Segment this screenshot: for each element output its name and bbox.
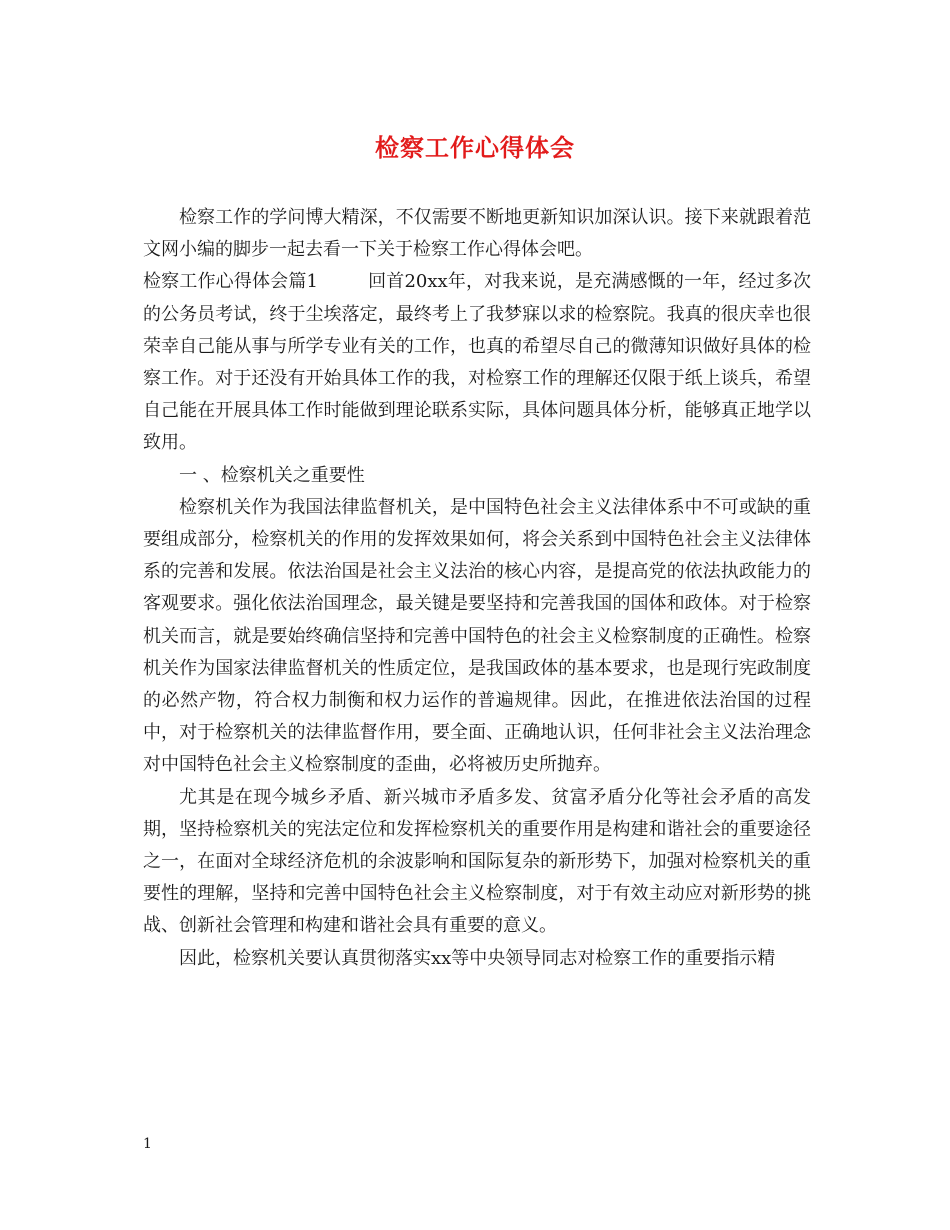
article-first-paragraph: [143, 266, 811, 459]
document-title: 检察工作心得体会: [375, 133, 575, 162]
section-heading: 一 、检察机关之重要性: [179, 464, 365, 486]
body-paragraph-1: 检察机关作为我国法律监督机关，是中国特色社会主义法律体系中不可或缺的重要组成部分，检察机关的作用的发挥效果如何，将会关系到中国特色社会主义法律体系的完善和发展。依法治国是社会主义法治的核心内容，是提高党的依法执政能力的客观要求。强化依法治国理念，最关键是要坚持和完善我国的国体和政体。对于检察机关而言，就是要始终确信坚持和完善中国特色的社会主义检察制度的正确性。检察机关作为国家法律监督机关的性质定位，是我国政体的基本要求，也是现行宪政制度的必然产物，符合权力制衡和权力运作的普遍规律。因此，在推进依法治国的过程中，对于检察机关的法律监督作用，要全面、正确地认识，任何非社会主义法治理念对中国特色社会主义检察制度的歪曲，必将被历史所抛弃。: [143, 496, 811, 776]
intro-paragraph: 检察工作的学问博大精深，不仅需要不断地更新知识加深认识。接下来就跟着范文网小编的脚步一起去看一下关于检察工作心得体会吧。: [143, 207, 811, 261]
article-first-text: 回首20xx年，对我来说，是充满感慨的一年，经过多次的公务员考试，终于尘埃落定，最终考上了我梦寐以求的检察院。我真的很庆幸也很荣幸自己能从事与所学专业有关的工作，也真的希望尽自己的微薄知识做好具体的检察工作。对于还没有开始具体工作的我，对检察工作的理解还仅限于纸上谈兵，希望自己能在开展具体工作时能做到理论联系实际，具体问题具体分析，能够真正地学以致用。: [143, 271, 811, 454]
body-paragraph-2: 尤其是在现今城乡矛盾、新兴城市矛盾多发、贫富矛盾分化等社会矛盾的高发期，坚持检察机关的宪法定位和发挥检察机关的重要作用是构建和谐社会的重要途径之一，在面对全球经济危机的余波影响和国际复杂的新形势下，加强对检察机关的重要性的理解，坚持和完善中国特色社会主义检察制度，对于有效主动应对新形势的挑战、创新社会管理和构建和谐社会具有重要的意义。: [143, 786, 811, 937]
page-number: 1: [143, 1136, 152, 1152]
document-body: [143, 202, 811, 975]
article-heading: 检察工作心得体会篇1: [143, 271, 318, 293]
body-paragraph-3: 因此，检察机关要认真贯彻落实xx等中央领导同志对检察工作的重要指示精: [179, 947, 776, 969]
